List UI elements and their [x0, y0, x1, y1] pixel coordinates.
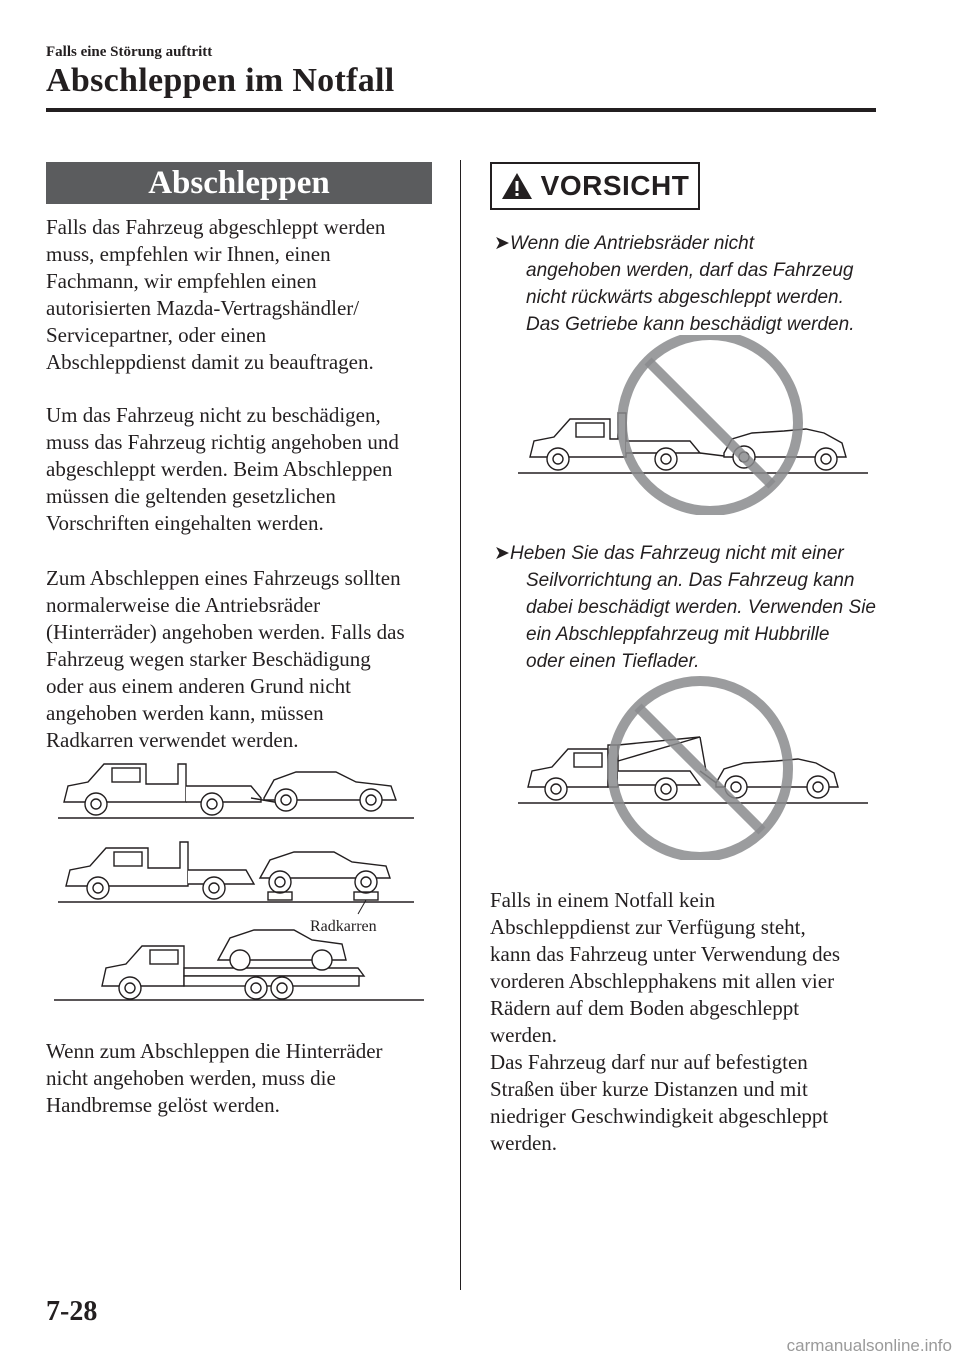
- warning-triangle-icon: [501, 172, 533, 200]
- text-line: Wenn die Antriebsräder nicht: [510, 233, 754, 254]
- text-line: autorisierten Mazda-Vertragshändler/: [46, 296, 360, 320]
- emergency-tow-paragraph: [490, 887, 890, 1157]
- caution-bullet-2: [494, 540, 890, 675]
- text-line: Das Getriebe kann beschädigt werden.: [526, 314, 855, 335]
- text-line: Rädern auf dem Boden abgeschleppt: [490, 996, 800, 1020]
- text-line: angehoben werden, darf das Fahrzeug: [526, 260, 854, 281]
- bullet-arrow-icon: ➤: [494, 233, 510, 254]
- text-line: werden.: [490, 1023, 558, 1047]
- text-line: nicht angehoben werden, muss die: [46, 1066, 336, 1090]
- text-line: Falls das Fahrzeug abgeschleppt werden: [46, 215, 386, 239]
- text-line: Fahrzeug wegen starker Beschädigung: [46, 647, 371, 671]
- damage-paragraph: [46, 402, 446, 537]
- text-line: Seilvorrichtung an. Das Fahrzeug kann: [526, 570, 855, 591]
- drive-wheels-paragraph: [46, 565, 446, 754]
- page-title: Abschleppen im Notfall: [46, 62, 395, 99]
- handbrake-paragraph: [46, 1038, 446, 1119]
- chapter-subtitle: Falls eine Störung auftritt: [46, 44, 213, 60]
- caution-label: VORSICHT: [540, 170, 690, 201]
- page-number: 7-28: [46, 1296, 98, 1327]
- text-line: Radkarren verwendet werden.: [46, 728, 299, 752]
- text-line: vorderen Abschlepphakens mit allen vier: [490, 969, 835, 993]
- text-line: Vorschriften eingehalten werden.: [46, 511, 324, 535]
- text-line: Abschleppdienst zur Verfügung steht,: [490, 915, 806, 939]
- column-divider: [460, 160, 461, 1290]
- text-line: Handbremse gelöst werden.: [46, 1093, 280, 1117]
- text-line: werden.: [490, 1131, 558, 1155]
- text-line: Servicepartner, oder einen: [46, 323, 267, 347]
- text-line: niedriger Geschwindigkeit abgeschleppt: [490, 1104, 829, 1128]
- text-line: kann das Fahrzeug unter Verwendung des: [490, 942, 841, 966]
- text-line: müssen die geltenden gesetzlichen: [46, 484, 336, 508]
- text-line: Das Fahrzeug darf nur auf befestigten: [490, 1050, 808, 1074]
- text-line: Abschleppdienst damit zu beauftragen.: [46, 350, 374, 374]
- text-line: Falls in einem Notfall kein: [490, 888, 716, 912]
- towing-illustration: [46, 750, 436, 1010]
- text-line: oder aus einem anderen Grund nicht: [46, 674, 351, 698]
- text-line: oder einen Tieflader.: [526, 651, 700, 672]
- wheel-lift-truck: [58, 764, 414, 818]
- text-line: (Hinterräder) angehoben werden. Falls das: [46, 620, 405, 644]
- prohibited-backward-tow-illustration: [510, 335, 870, 515]
- text-line: Straßen über kurze Distanzen und mit: [490, 1077, 808, 1101]
- text-line: Fachmann, wir empfehlen einen: [46, 269, 317, 293]
- bullet-line: [494, 230, 890, 257]
- section-banner: Abschleppen: [46, 162, 432, 204]
- intro-paragraph: [46, 214, 446, 376]
- dolly-truck: [58, 842, 414, 902]
- text-line: dabei beschädigt werden. Verwenden Sie: [526, 597, 876, 618]
- text-line: muss das Fahrzeug richtig angehoben und: [46, 430, 399, 454]
- bullet-arrow-icon: ➤: [494, 543, 510, 564]
- text-line: abgeschleppt werden. Beim Abschleppen: [46, 457, 393, 481]
- text-line: Zum Abschleppen eines Fahrzeugs sollten: [46, 566, 401, 590]
- text-line: angehoben werden kann, müssen: [46, 701, 324, 725]
- prohibition-sign-icon: [622, 335, 798, 511]
- caution-box: [490, 162, 700, 210]
- text-line: Um das Fahrzeug nicht zu beschädigen,: [46, 403, 381, 427]
- text-line: ein Abschleppfahrzeug mit Hubbrille: [526, 624, 830, 645]
- watermark: carmanualsonline.info: [786, 1336, 952, 1355]
- text-line: Wenn zum Abschleppen die Hinterräder: [46, 1039, 383, 1063]
- text-line: muss, empfehlen wir Ihnen, einen: [46, 242, 331, 266]
- text-line: normalerweise die Antriebsräder: [46, 593, 321, 617]
- text-line: nicht rückwärts abgeschleppt werden.: [526, 287, 844, 308]
- caution-bullet-1: [494, 230, 890, 338]
- flatbed-truck: [54, 930, 424, 1000]
- text-line: Heben Sie das Fahrzeug nicht mit einer: [510, 543, 844, 564]
- radkarren-label: Radkarren: [310, 918, 377, 935]
- header-rule: [46, 108, 876, 112]
- prohibited-sling-tow-illustration: [510, 675, 870, 860]
- bullet-line: [494, 540, 890, 567]
